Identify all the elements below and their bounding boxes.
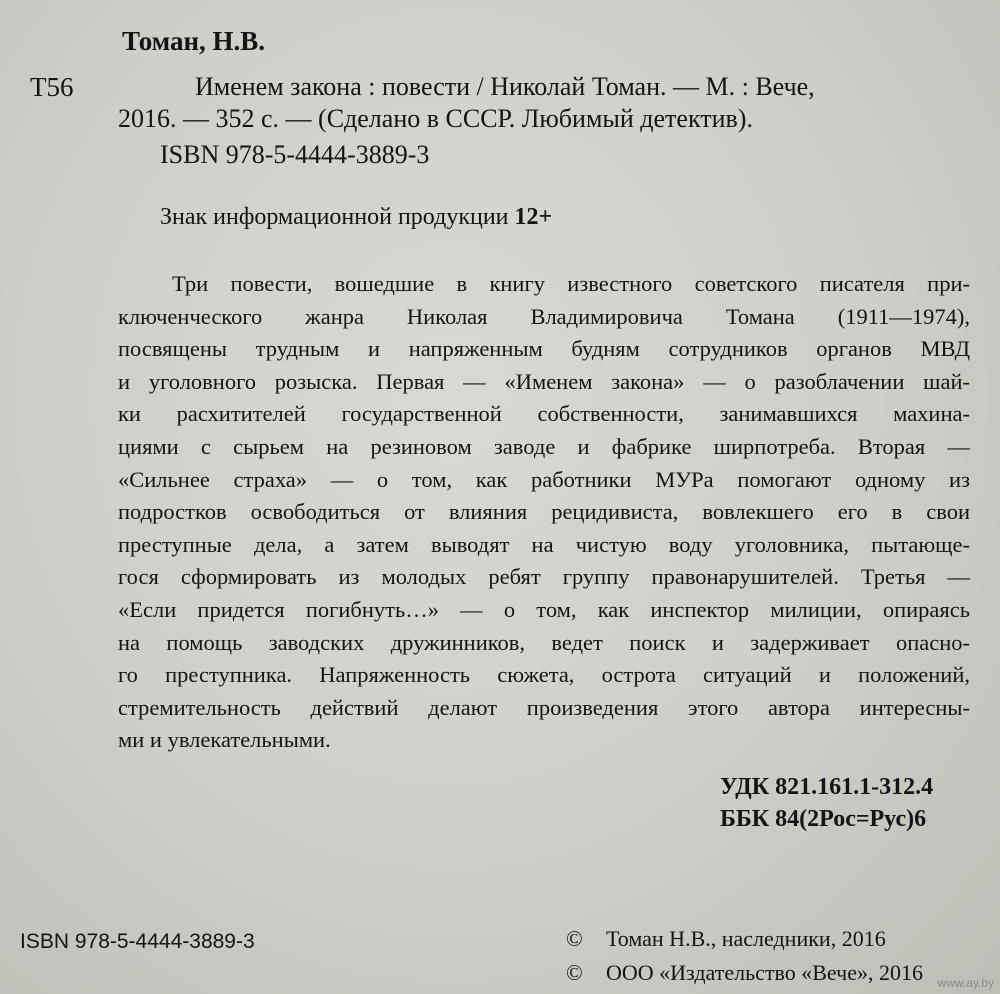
- info-sign-text: Знак информационной продукции: [160, 204, 515, 230]
- copyright-line-author: [566, 926, 886, 952]
- copyright-line-publisher: [566, 960, 923, 986]
- information-product-sign: [160, 204, 552, 231]
- annotation-line: циями с сырьем на резиновом заводе и фабрике ширпотреба. Вторая —: [118, 433, 970, 459]
- bbk-index: ББК 84(2Рос=Рус)6: [720, 806, 927, 832]
- annotation-line: ки расхитителей государственной собственности, занимавшихся махина-: [118, 401, 970, 427]
- annotation-line: ми и увлекательными.: [118, 727, 331, 753]
- annotation-line: преступные дела, а затем выводят на чистую воду уголовника, пытающе-: [118, 531, 970, 557]
- age-rating: 12+: [514, 204, 553, 230]
- annotation-line: гося сформировать из молодых ребят группу правонарушителей. Третья —: [118, 564, 970, 590]
- annotation-paragraph: [118, 268, 970, 757]
- isbn-record: ISBN 978-5-4444-3889-3: [160, 140, 430, 169]
- copyright-publisher-text: ООО «Издательство «Вече», 2016: [606, 960, 923, 985]
- copyright-symbol: ©: [566, 926, 583, 951]
- annotation-line: «Если придется погибнуть…» — о том, как инспектор милиции, опираясь: [118, 596, 970, 622]
- udk-index: УДК 821.161.1-312.4: [720, 774, 934, 800]
- copyright-author-text: Томан Н.В., наследники, 2016: [606, 926, 886, 951]
- annotation-line: Три повести, вошедшие в книгу известного советского писателя при-: [172, 271, 970, 296]
- bibliographic-title-line-1: Именем закона : повести / Николай Томан. — М. : Вече,: [195, 72, 815, 101]
- annotation-line: посвящены трудным и напряженным будням сотрудников органов МВД: [118, 336, 970, 362]
- annotation-line: «Сильнее страха» — о том, как работники МУРа помогают одному из: [118, 466, 970, 492]
- annotation-line: и уголовного розыска. Первая — «Именем закона» — о разоблачении шай-: [118, 368, 970, 394]
- annotation-line: на помощь заводских дружинников, ведет поиск и задерживает опасно-: [118, 629, 970, 655]
- footer-isbn: ISBN 978-5-4444-3889-3: [20, 930, 255, 953]
- annotation-line: ключенческого жанра Николая Владимировича Томана (1911—1974),: [118, 303, 970, 329]
- bibliographic-title-line-2: 2016. — 352 с. — (Сделано в СССР. Любимый детектив).: [118, 104, 753, 133]
- classification-code: Т56: [30, 72, 74, 102]
- site-watermark: www.ay.by: [937, 976, 994, 990]
- annotation-line: го преступника. Напряженность сюжета, острота ситуаций и положений,: [118, 662, 970, 688]
- annotation-line: подростков освободиться от влияния рецидивиста, вовлекшего его в свои: [118, 499, 970, 525]
- annotation-line: стремительность действий делают произведения этого автора интересны-: [118, 694, 970, 720]
- copyright-symbol: ©: [566, 960, 583, 985]
- author-heading: Томан, Н.В.: [122, 26, 266, 56]
